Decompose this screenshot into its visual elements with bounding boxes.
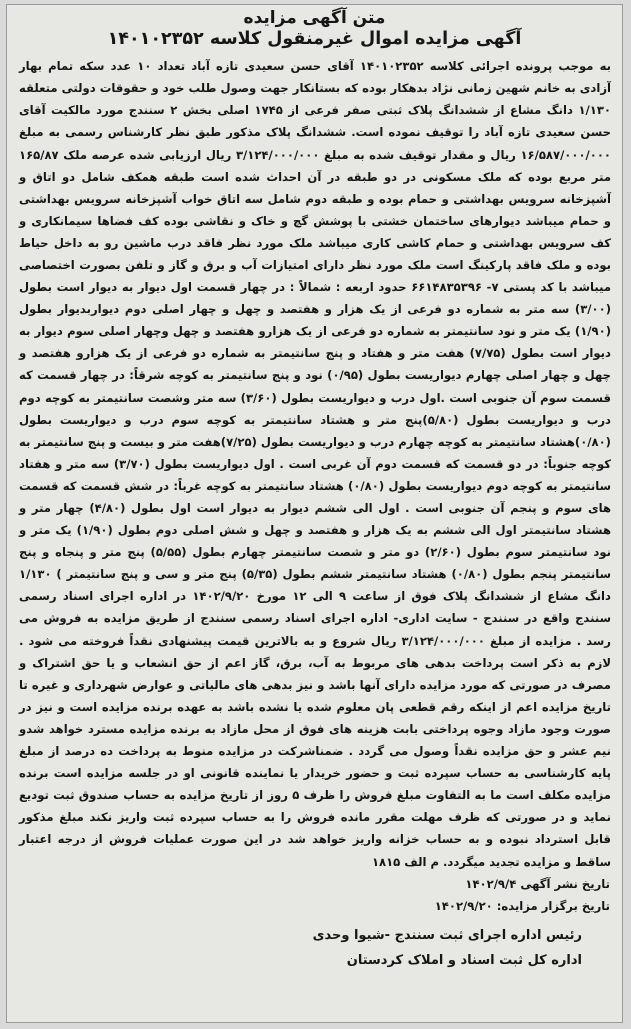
notice-title: متن آگهی مزایده [243,8,386,28]
signature-line-2: اداره کل ثبت اسناد و املاک کردستان [346,952,582,968]
notice-clipping [6,4,623,1023]
notice-subtitle: آگهی مزایده اموال غیرمنقول کلاسه ۱۴۰۱۰۲۳۵۲ [107,29,522,50]
signature-line-1: رئیس اداره اجرای ثبت سنندج -شیوا وحدی [312,927,582,943]
notice-body: به موجب پرونده اجرائی کلاسه ۱۴۰۱۰۲۳۵۲ آقای حسن سعیدی تازه آباد تعداد ۱۰ عدد سکه تمام بهار آزادی به خانم شهین زمانی نژاد بدهکار بوده که بستانکار جهت وصول طلب خود و حقوقات دولتی متعلقه ۱/۱۳۰ دانگ مشاع از ششدانگ پلاک ثبتی صفر فرعی از ۱۷۴۵ اصلی بخش ۲ سنندج مورد مالکیت آقای حسن سعیدی تازه آباد را توقیف نموده است. ششدانگ پلاک مذکور طبق نظر کارشناس رسمی به مبلغ ۱۶/۵۸۷/۰۰۰/۰۰۰ ریال و مقدار توقیف شده به مبلغ ۳/۱۲۴/۰۰۰/۰۰۰ ریال ارزیابی شده عرصه ملک ۱۶۵/۸۷ متر مربع بوده که ملک مسکونی در دو طبقه در آن احداث شده است طبقه همکف شامل دو اتاق و آشپزخانه سرویس بهداشتی و حمام بوده و طبقه دوم شامل سه اتاق خواب آشپزخانه سرویس بهداشتی و حمام میباشد دیوارهای ساختمان خشتی با پوشش گچ و خاک و نقاشی بوده کف فضاها سیمانکاری و کف سرویس بهداشتی و حمام کاشی کاری میباشد ملک مورد نظر فاقد درب ماشین رو به داخل حیاط بوده و ملک فاقد پارکینگ است ملک مورد نظر دارای امتیازات آب و برق و گاز و تلفن بصورت اختصاصی میباشد با کد پستی ۷- ۶۶۱۴۸۳۵۳۹۶ حدود اربعه : شمالاً : در چهار قسمت اول دیوار به دیوار است بطول (۳/۰۰) سه متر به شماره دو فرعی از یک هزار و هفتصد و چهل و چهار اصلی دوم دیواربدیوار بطول (۱/۹۰) یک متر و نود سانتیمتر به شماره دو فرعی از یک هزارو هفتصد و چهل وچهار اصلی سوم دیوار به دیوار است بطول (۷/۷۵) هفت متر و هفتاد و پنج سانتیمتر به شماره دو فرعی از یک هزارو هفتصد و چهل و چهار اصلی چهارم دیواریست بطول (۰/۹۵) نود و پنج سانتیمتر به کوچه شرقاً: در چهار قسمت که قسمت سوم آن جنوبی است .اول درب و دیواریست بطول (۳/۶۰) سه متر وشصت سانتیمتر به کوچه دوم درب و دیواریست بطول (۵/۸۰)پنج متر و هشتاد سانتیمتر به کوچه سوم درب و دیواریست بطول (۰/۸۰)هشتاد سانتیمتر به کوچه چهارم درب و دیواریست بطول (۷/۲۵)هفت متر و بیست و پنج سانتیمتر به کوچه جنوباً: در دو قسمت که قسمت دوم آن غربی است . اول دیواریست بطول (۳/۷۰) سه متر و هفتاد سانتیمتر به کوچه دوم دیواریست بطول (۰/۸۰) هشتاد سانتیمتر به کوچه غرباً: در شش قسمت که قسمت های سوم و پنجم آن جنوبی است . اول الی ششم دیوار به دیوار است اول بطول (۴/۸۰) چهار متر و هشتاد سانتیمتر اول الی ششم به یک هزار و هفتصد و چهل و شش اصلی دوم بطول (۱/۹۰) یک متر و نود سانتیمتر سوم بطول (۲/۶۰) دو متر و شصت سانتیمتر چهارم بطول (۵/۵۵) پنج متر و پنجاه و پنج سانتیمتر پنجم بطول (۰/۸۰) هشتاد سانتیمتر ششم بطول (۵/۳۵) پنج متر و سی و پنج سانتیمتر ) ۱/۱۳۰ دانگ مشاع از ششدانگ پلاک فوق از ساعت ۹ الی ۱۲ مورخ ۱۴۰۲/۹/۲۰ در اداره اجرای اسناد رسمی سنندج واقع در سنندج - سایت اداری- اداره اجرای اسناد رسمی سنندج از طریق مزایده به فروش می رسد . مزایده از مبلغ ۳/۱۲۴/۰۰۰/۰۰۰ ریال شروع و به بالاترین قیمت پیشنهادی نقداً فروخته می شود . لازم به ذکر است پرداخت بدهی های مربوط به آب، برق، گاز اعم از حق انشعاب و یا حق اشتراک و مصرف در صورتی که مورد مزایده دارای آنها باشد و نیز بدهی های مالیاتی و عوارض شهرداری و غیره تا تاریخ مزایده اعم از اینکه رقم قطعی پان معلوم شده یا نشده باشد به عهده برنده مزایده است و نیز در صورت وجود مازاد وجوه پرداختی بابت هزینه های فوق از محل مازاد به برنده مزایده مسترد خواهد شدو نیم عشر و حق مزایده نقداً وصول می گردد . ضمناشرکت در مزایده منوط به پرداخت ده درصد از مبلغ پایه کارشناسی به حساب سپرده ثبت و حضور خریدار یا نماینده قانونی او در جلسه مزایده است برنده مزایده مکلف است ما به التفاوت مبلغ فروش را ظرف ۵ روز از تاریخ مزایده به حساب صندوق ثبت تودیع نماید و در صورتی که ظرف مهلت مقرر مانده فروش را به حساب سپرده ثبت واریز نکند مبلغ مذکور قابل استرداد نبوده و به حساب خزانه واریز خواهد شد در این صورت عملیات فروش از درجه اعتبار ساقط و مزایده تجدید میگردد. م الف ۱۸۱۵ [19,59,612,869]
publish-date: تاریخ نشر آگهی ۱۴۰۲/۹/۴ [465,876,610,891]
signature-block [7,917,622,973]
auction-date: تاریخ برگزار مزایده: ۱۴۰۲/۹/۲۰ [434,898,610,913]
